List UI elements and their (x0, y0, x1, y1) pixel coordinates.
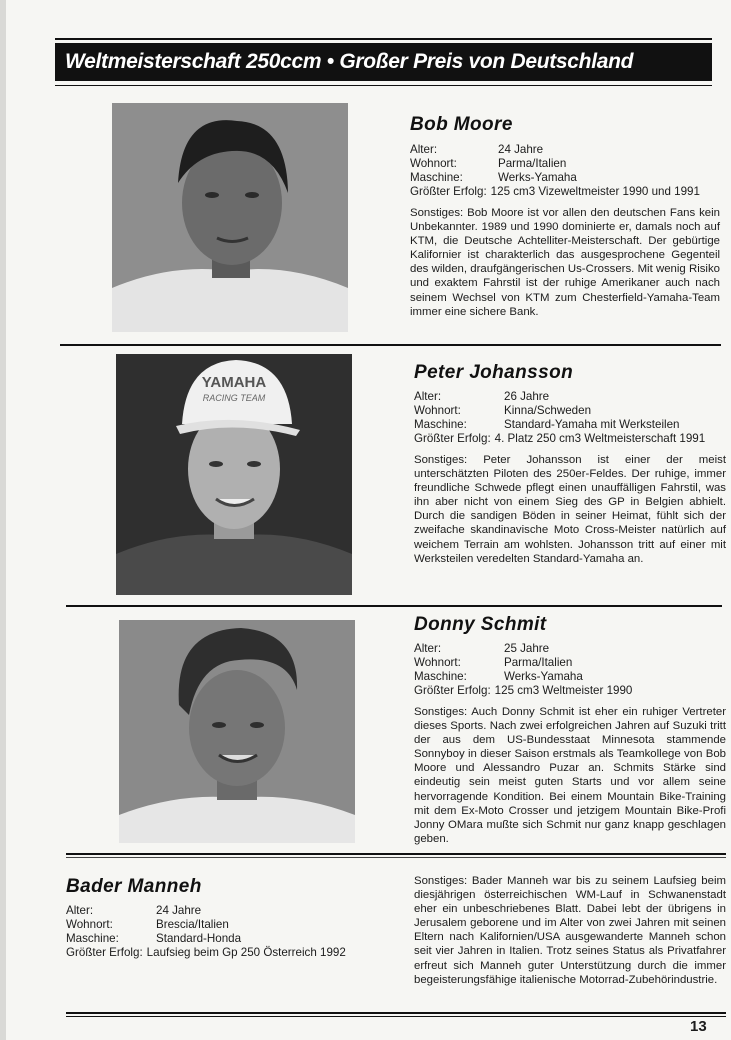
label-residence: Wohnort: (66, 918, 113, 931)
value-success: 125 cm3 Vizeweltmeister 1990 und 1991 (490, 185, 700, 198)
rider-bio: Sonstiges: Bob Moore ist vor allen den deutschen Fans kein Unbekannter. 1989 und 1990 dominierte er, damals noch auf KTM, die Deutsche Achtelliter-Meisterschaft. Der gebürtige Kalifornier ist charakterlich das ausgesprochene Gegenteil des wilden, draufgängerischen Us-Crossers. Mit wenig Risiko und exaktem Fahrstil ist der ruhige Amerikaner auch nach seinem Wechsel von KTM zum Chesterfield-Yamaha-Team immer eine sichere Bank. (410, 207, 720, 318)
fact-row-machine (410, 171, 730, 185)
section-separator (60, 344, 721, 346)
value-success: Laufsieg beim Gp 250 Österreich 1992 (146, 946, 346, 959)
value-machine: Werks-Yamaha (504, 670, 583, 683)
label-age: Alter: (414, 390, 442, 403)
label-age: Alter: (66, 904, 94, 917)
rider-name: Peter Johansson (414, 362, 574, 383)
value-residence: Kinna/Schweden (504, 404, 592, 417)
label-age: Alter: (414, 642, 442, 655)
label-machine: Maschine: (414, 418, 467, 431)
footer-rule (66, 1012, 726, 1014)
fact-row-machine (414, 418, 730, 432)
footer-rule-thin (66, 1016, 726, 1017)
fact-row-residence (410, 157, 730, 171)
label-residence: Wohnort: (414, 656, 461, 669)
label-machine: Maschine: (414, 670, 467, 683)
value-residence: Parma/Italien (498, 157, 567, 170)
value-machine: Standard-Yamaha mit Werksteilen (504, 418, 680, 431)
label-success: Größter Erfolg: (66, 946, 143, 959)
value-success: 125 cm3 Weltmeister 1990 (494, 684, 633, 697)
value-machine: Standard-Honda (156, 932, 242, 945)
fact-row-machine (66, 932, 396, 946)
rider-bio: Sonstiges: Bader Manneh war bis zu seinem Laufsieg beim diesjährigen österreichischen WM-Lauf in Schwanenstadt eher ein unbeschriebenes Blatt. Dabei lebt der übrigens in Jerusalem geborene und im Alter von zwei Jahren mit seinen Eltern nach Kalifornien/USA ausgewanderte Manneh schon seit vier Jahren in Italien. Trotz seines Status als Privatfahrer erfreut sich Manneh guter Unterstützung durch die immer begeisterungsfähige italienische Motorrad-Zubehörindustrie. (414, 875, 726, 986)
rider-facts (414, 390, 730, 446)
rider-photo-peter-johansson (116, 354, 352, 595)
value-age: 24 Jahre (498, 143, 544, 156)
value-success: 4. Platz 250 cm3 Weltmeisterschaft 1991 (494, 432, 706, 445)
rider-bio: Sonstiges: Peter Johansson ist einer der meist unterschätzten Piloten des 250er-Feldes. Der ruhige, immer freundliche Schwede pflegt einen unauffälligen Fahrstil, was ihn aber nicht von einem Sieg des GP in Belgien abhielt. Durch die sandigen Böden in seiner Heimat, fühlt sich der zweifache skandinavische Moto Cross-Meister natürlich auf weichem Terrain am wohlsten. Johansson tritt auf einer mit Werksteilen veredelten Standard-Yamaha an. (414, 454, 726, 565)
value-age: 26 Jahre (504, 390, 550, 403)
header-bottom-rule (55, 85, 712, 86)
fact-row-success (410, 185, 730, 199)
fact-row-success (66, 946, 396, 960)
rider-facts (414, 642, 730, 698)
fact-row-success (414, 684, 730, 698)
rider-name: Donny Schmit (414, 614, 547, 635)
value-age: 25 Jahre (504, 642, 550, 655)
fact-row-age (414, 642, 730, 656)
rider-photo-donny-schmit (119, 620, 355, 843)
fact-row-residence (414, 404, 730, 418)
rider-photo-bob-moore (112, 103, 348, 332)
rider-facts (66, 904, 396, 960)
section-separator (66, 605, 722, 607)
page-number: 13 (690, 1018, 707, 1035)
rider-bio: Sonstiges: Auch Donny Schmit ist eher ein ruhiger Vertreter dieses Sports. Nach zwei erfolgreichen Jahren auf Suzuki tritt der aus dem US-Bundesstaat Minnesota stammende Sonnyboy in dieser Saison erstmals als Teamkollege von Bob Moore und Alessandro Puzar an. Schmits Stärke sind eindeutig sein meist guten Starts und vor allem seine hervorragende Kondition. Bei einem Mountain Bike-Training mit dem Ex-Moto Crosser und jetzigem Mountain Bike-Profi Jonny OMara mußte sich Schmit nur ganz knapp geschlagen geben. (414, 706, 726, 845)
value-residence: Brescia/Italien (156, 918, 229, 931)
label-success: Größter Erfolg: (414, 684, 491, 697)
label-age: Alter: (410, 143, 438, 156)
value-age: 24 Jahre (156, 904, 202, 917)
fact-row-residence (414, 656, 730, 670)
cap-text: YAMAHA (201, 374, 267, 391)
page-binding-edge (0, 0, 6, 1040)
label-machine: Maschine: (410, 171, 463, 184)
rider-name: Bob Moore (410, 114, 513, 135)
value-machine: Werks-Yamaha (498, 171, 577, 184)
rider-facts (410, 143, 730, 199)
section-separator-thin (66, 857, 726, 858)
fact-row-residence (66, 918, 396, 932)
fact-row-machine (414, 670, 730, 684)
fact-row-success (414, 432, 730, 446)
page-title: Weltmeisterschaft 250ccm • Großer Preis von Deutschland (55, 43, 712, 81)
fact-row-age (414, 390, 730, 404)
fact-row-age (66, 904, 396, 918)
section-separator (66, 853, 726, 855)
label-success: Größter Erfolg: (414, 432, 491, 445)
label-residence: Wohnort: (414, 404, 461, 417)
value-residence: Parma/Italien (504, 656, 573, 669)
label-success: Größter Erfolg: (410, 185, 487, 198)
cap-subtext: RACING TEAM (202, 393, 266, 403)
label-machine: Maschine: (66, 932, 119, 945)
fact-row-age (410, 143, 730, 157)
label-residence: Wohnort: (410, 157, 457, 170)
rider-name: Bader Manneh (66, 876, 202, 897)
header-top-rule (55, 38, 712, 40)
